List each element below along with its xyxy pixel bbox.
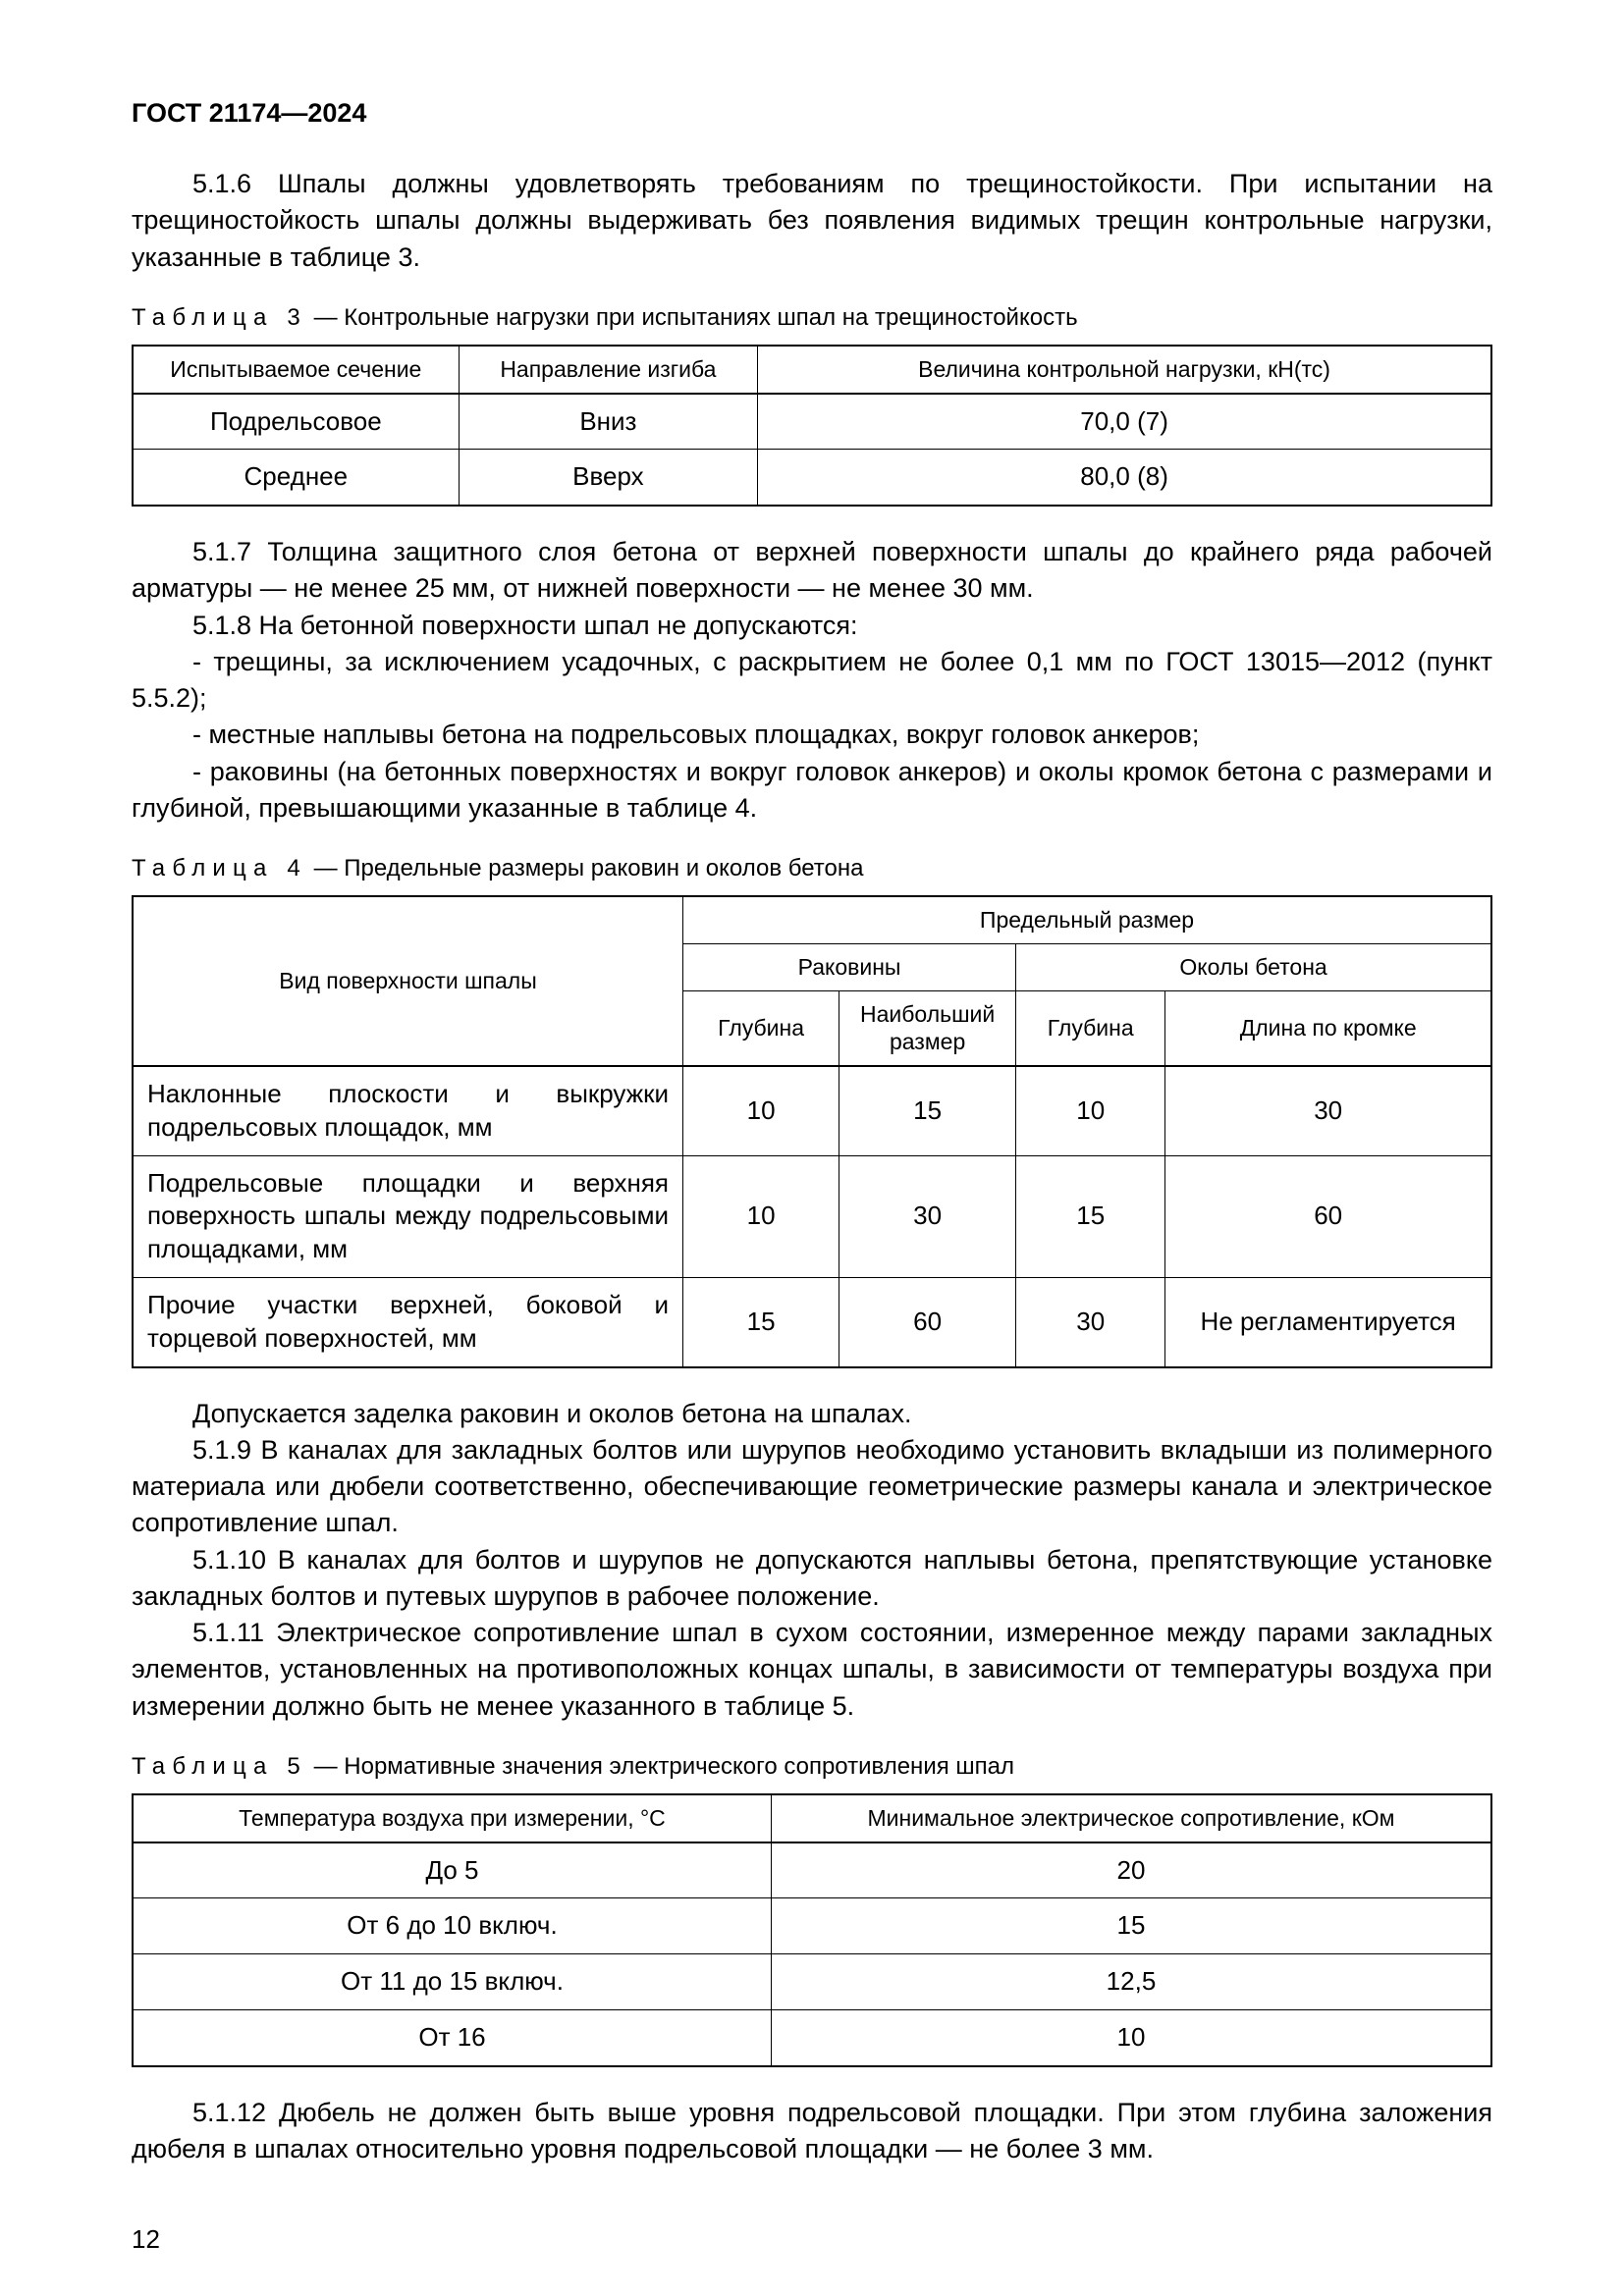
paragraph-5-1-12: 5.1.12 Дюбель не должен быть выше уровня подрельсовой площадки. При этом глубина заложения дюбеля в шпалах относительно уровня подрельсовой площадки — не более 3 мм. [132, 2097, 1492, 2164]
table-row [133, 1842, 1491, 1898]
table-row [133, 1278, 1491, 1367]
paragraph-5-1-9: 5.1.9 В каналах для закладных болтов или шурупов необходимо установить вкладыши из полимерного материала или дюбели соответственно, обеспечивающие геометрические размеры канала и электрическое сопротивление шпал. [132, 1434, 1492, 1538]
paragraph-5-1-8-item-concrete-flows: - местные наплывы бетона на подрельсовых площадках, вокруг головок анкеров; [192, 720, 1200, 750]
table4-col1-header: Вид поверхности шпалы [133, 896, 683, 1066]
table4-subgroup-header-shells: Раковины [683, 943, 1016, 990]
table4-cell: 60 [839, 1278, 1016, 1367]
table3-col-header: Величина контрольной нагрузки, кН(тс) [758, 346, 1491, 394]
table4-cell: 10 [1016, 1066, 1165, 1155]
table3-cell: Среднее [133, 450, 459, 506]
table4-cell: Не регламентируется [1165, 1278, 1491, 1367]
table4-caption-text: — Предельные размеры раковин и околов бетона [313, 855, 864, 882]
table-row [133, 1954, 1491, 2010]
table4-header-row-group [133, 896, 1491, 943]
table5-cell: От 6 до 10 включ. [133, 1898, 771, 1954]
table4-caption [132, 854, 1492, 883]
paragraph-sealing-allowed: Допускается заделка раковин и околов бетона на шпалах. [192, 1398, 912, 1428]
table5-cell: До 5 [133, 1842, 771, 1898]
table5-caption-label: Таблица 5 [132, 1752, 307, 1780]
table-5-electrical-resistance [132, 1793, 1492, 2067]
table5-col-header: Минимальное электрическое сопротивление, кОм [771, 1794, 1491, 1842]
table5-caption-text: — Нормативные значения электрического сопротивления шпал [313, 1752, 1014, 1780]
doc-code: ГОСТ 21174—2024 [132, 98, 367, 128]
table4-group-header: Предельный размер [683, 896, 1491, 943]
table5-col-header: Температура воздуха при измерении, °С [133, 1794, 771, 1842]
table3-header-row [133, 346, 1491, 394]
table-4-shell-chip-limits [132, 895, 1492, 1368]
table5-header-row [133, 1794, 1491, 1842]
table4-cell: 15 [683, 1278, 839, 1367]
table4-leaf-header: Глубина [1016, 990, 1165, 1066]
table4-cell: 60 [1165, 1155, 1491, 1277]
paragraph-5-1-6: 5.1.6 Шпалы должны удовлетворять требованиям по трещиностойкости. При испытании на трещиностойкость шпалы должны выдерживать без появления видимых трещин контрольные нагрузки, указанные в таблице 3. [132, 169, 1492, 272]
table-row [133, 1898, 1491, 1954]
table3-caption [132, 303, 1492, 333]
table4-caption-label: Таблица 4 [132, 855, 307, 882]
table3-caption-text: — Контрольные нагрузки при испытаниях шпал на трещиностойкость [313, 303, 1078, 331]
table-row [133, 2010, 1491, 2066]
table4-cell: 30 [839, 1155, 1016, 1277]
table3-col-header: Испытываемое сечение [133, 346, 459, 394]
paragraph-5-1-10: 5.1.10 В каналах для болтов и шурупов не допускаются наплывы бетона, препятствующие установке закладных болтов и путевых шурупов в рабочее положение. [132, 1544, 1492, 1611]
table5-caption [132, 1752, 1492, 1782]
table5-cell: 10 [771, 2010, 1491, 2066]
paragraph-5-1-8: 5.1.8 На бетонной поверхности шпал не допускаются: [192, 610, 858, 640]
table4-cell: 30 [1016, 1278, 1165, 1367]
table4-cell: 10 [683, 1155, 839, 1277]
table-row [133, 1066, 1491, 1155]
paragraph-5-1-8-item-shells: - раковины (на бетонных поверхностях и вокруг головок анкеров) и околы кромок бетона с размерами и глубиной, превышающими указанные в таблице 4. [132, 756, 1492, 823]
table5-cell: 15 [771, 1898, 1491, 1954]
paragraph-5-1-11: 5.1.11 Электрическое сопротивление шпал в сухом состоянии, измеренное между парами закладных элементов, установленных на противоположных концах шпалы, в зависимости от температуры воздуха при измерении должно быть не менее указанного в таблице 5. [132, 1618, 1492, 1721]
table3-col-header: Направление изгиба [459, 346, 757, 394]
table3-cell: Подрельсовое [133, 394, 459, 450]
table4-cell: 15 [1016, 1155, 1165, 1277]
table4-cell: 30 [1165, 1066, 1491, 1155]
table3-cell: 70,0 (7) [758, 394, 1491, 450]
paragraph-5-1-7: 5.1.7 Толщина защитного слоя бетона от верхней поверхности шпалы до крайнего ряда рабочей арматуры — не менее 25 мм, от нижней поверхности — не менее 30 мм. [132, 537, 1492, 604]
table4-leaf-header: Наибольший размер [839, 990, 1016, 1066]
table-row [133, 394, 1491, 450]
table4-cell: 10 [683, 1066, 839, 1155]
table-3-crack-resistance-loads [132, 345, 1492, 507]
table4-subgroup-header-chips: Околы бетона [1016, 943, 1491, 990]
table-row [133, 450, 1491, 506]
table3-cell: 80,0 (8) [758, 450, 1491, 506]
table4-row-label: Наклонные плоскости и выкружки подрельсовых площадок, мм [133, 1066, 683, 1155]
table-row [133, 1155, 1491, 1277]
table3-cell: Вниз [459, 394, 757, 450]
table5-cell: 20 [771, 1842, 1491, 1898]
table5-cell: 12,5 [771, 1954, 1491, 2010]
table4-leaf-header: Глубина [683, 990, 839, 1066]
table5-cell: От 16 [133, 2010, 771, 2066]
table3-cell: Вверх [459, 450, 757, 506]
table5-cell: От 11 до 15 включ. [133, 1954, 771, 2010]
table4-row-label: Прочие участки верхней, боковой и торцевой поверхностей, мм [133, 1278, 683, 1367]
table4-leaf-header: Длина по кромке [1165, 990, 1491, 1066]
table4-cell: 15 [839, 1066, 1016, 1155]
table4-row-label: Подрельсовые площадки и верхняя поверхность шпалы между подрельсовыми площадками, мм [133, 1155, 683, 1277]
table3-caption-label: Таблица 3 [132, 303, 307, 331]
page-number: 12 [132, 2224, 160, 2255]
paragraph-5-1-8-item-cracks: - трещины, за исключением усадочных, с раскрытием не более 0,1 мм по ГОСТ 13015—2012 (пункт 5.5.2); [132, 646, 1492, 714]
